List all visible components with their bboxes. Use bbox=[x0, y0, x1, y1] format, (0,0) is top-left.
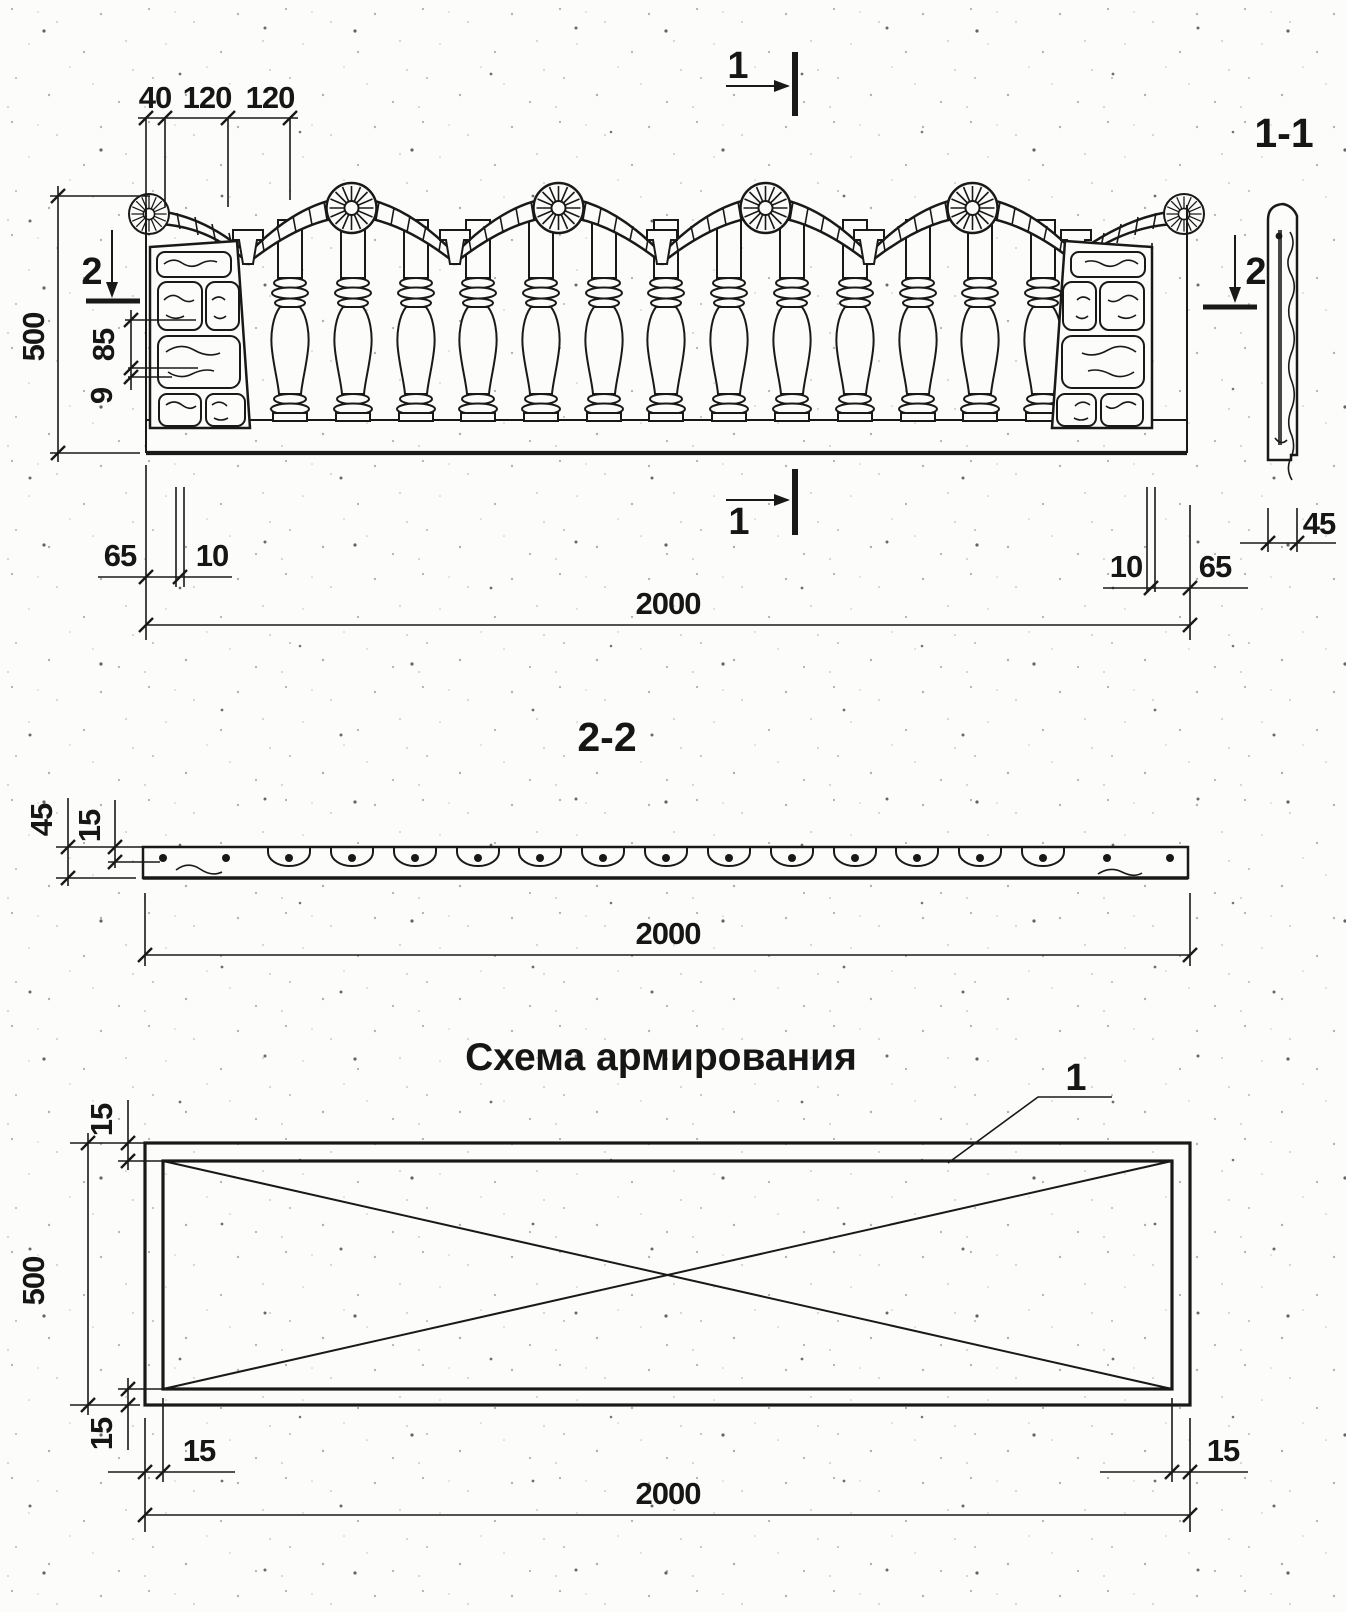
dim-65-left-label: 65 bbox=[103, 538, 137, 573]
dim-65-right-label: 65 bbox=[1198, 549, 1232, 584]
dim-reinf-left-15-label: 15 bbox=[182, 1433, 216, 1468]
cut-1-bottom-label: 1 bbox=[728, 501, 750, 543]
dim-10-right-label: 10 bbox=[1109, 549, 1143, 584]
dim-strip-45-label: 45 bbox=[24, 803, 59, 837]
dim-120b-label: 120 bbox=[245, 80, 295, 115]
rosette bbox=[534, 183, 584, 233]
dim-reinf-bottom-15: 15 bbox=[84, 1417, 119, 1451]
reinforcement-title: Схема армирования bbox=[465, 1036, 857, 1079]
dim-reinf-2000-label: 2000 bbox=[635, 1476, 701, 1511]
dim-strip-15-label: 15 bbox=[72, 809, 107, 843]
rosette bbox=[948, 183, 998, 233]
section-1-1-title: 1-1 bbox=[1254, 110, 1314, 156]
dim-9-label: 9 bbox=[84, 387, 119, 405]
dim-120a-label: 120 bbox=[182, 80, 232, 115]
cut-1-top-label: 1 bbox=[727, 45, 749, 87]
dim-500-label: 500 bbox=[16, 312, 51, 362]
rosette bbox=[327, 183, 377, 233]
cut-2-left-label: 2 bbox=[81, 251, 103, 293]
section-strip bbox=[143, 847, 1188, 878]
dim-2000-label: 2000 bbox=[635, 586, 701, 621]
dim-reinf-top-15: 15 bbox=[84, 1103, 119, 1137]
rosette-end bbox=[129, 194, 169, 234]
dim-strip-2000-label: 2000 bbox=[635, 916, 701, 951]
dim-45-label: 45 bbox=[1302, 506, 1336, 541]
cut-2-right-label: 2 bbox=[1245, 251, 1267, 293]
stone-panel-right bbox=[1052, 241, 1152, 428]
dim-reinf-500: 500 bbox=[16, 1256, 51, 1306]
stone-panel-left bbox=[150, 241, 250, 428]
bar-1-label: 1 bbox=[1065, 1057, 1087, 1099]
dim-10-left-label: 10 bbox=[195, 538, 229, 573]
rosette bbox=[741, 183, 791, 233]
dim-reinf-right-15-label: 15 bbox=[1206, 1433, 1240, 1468]
dim-85-label: 85 bbox=[86, 328, 121, 362]
section-2-2-title: 2-2 bbox=[577, 714, 637, 760]
rosette-end bbox=[1164, 194, 1204, 234]
dim-40-label: 40 bbox=[138, 80, 172, 115]
